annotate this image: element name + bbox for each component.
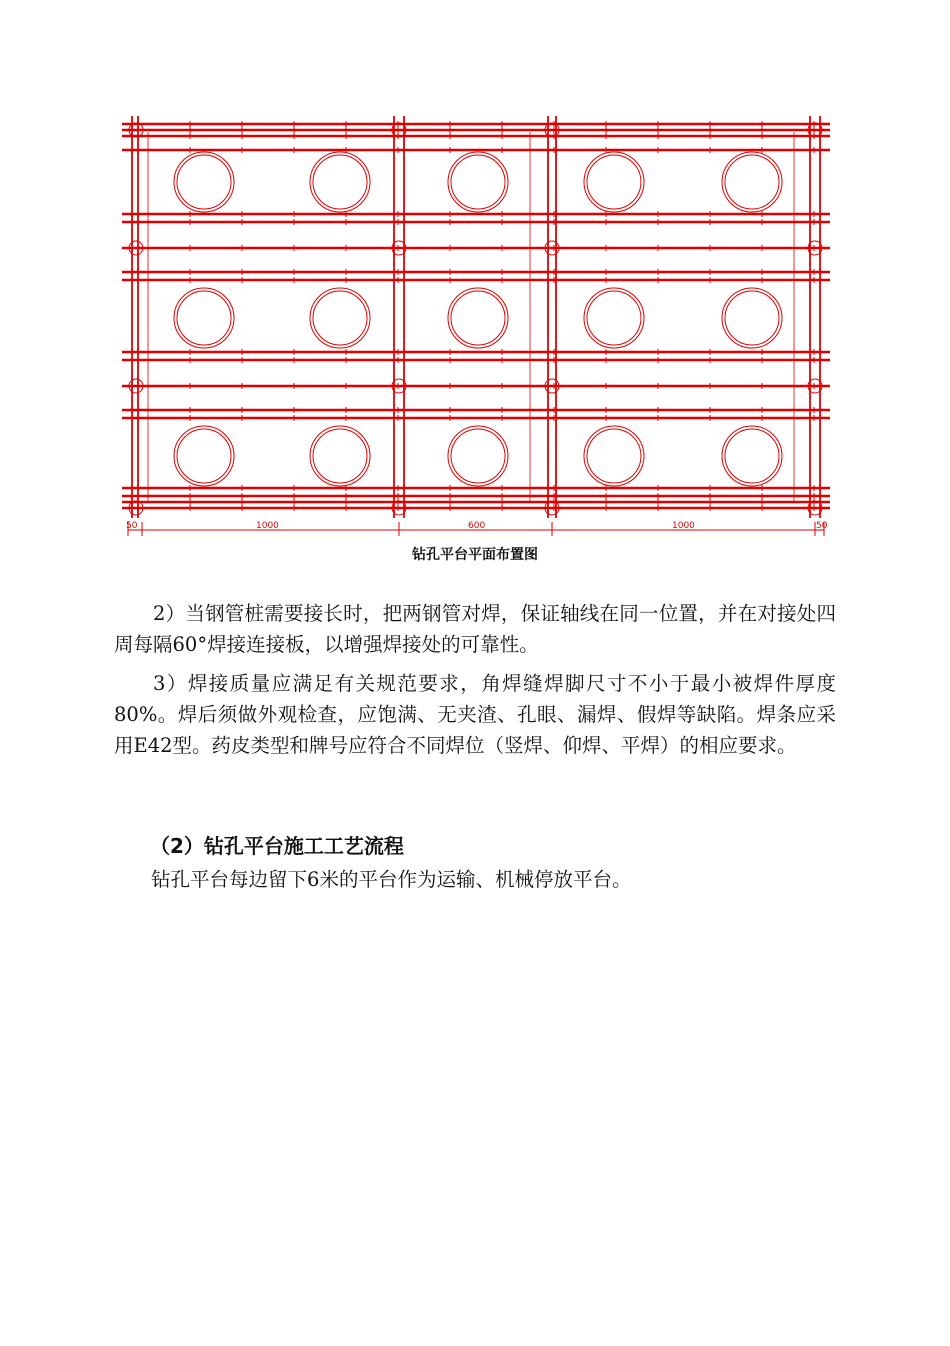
pile-circle-inner [451, 429, 505, 483]
pile-circle-inner [313, 291, 367, 345]
platform-layout-drawing [118, 110, 834, 538]
paragraph-weld-quality: 3）焊接质量应满足有关规范要求，角焊缝焊脚尺寸不小于最小被焊件厚度80%。焊后须做外观检查，应饱满、无夹渣、孔眼、漏焊、假焊等缺陷。焊条应采用E42型。药皮类型和牌号应符合不同焊位（竖焊、仰焊、平焊）的相应要求。 [114, 672, 836, 757]
vertical-beams [132, 116, 820, 518]
pile-circle-inner [313, 155, 367, 209]
paragraph-weld-extension: 2）当钢管桩需要接长时，把两钢管对焊，保证轴线在同一位置，并在对接处四周每隔60°焊接连接板，以增强焊接处的可靠性。 [114, 602, 836, 656]
pile-circles [174, 152, 782, 486]
dim-label-600: 600 [468, 521, 486, 531]
pile-circle-inner [313, 429, 367, 483]
pile-circle-inner [587, 429, 641, 483]
pile-circle [174, 152, 234, 212]
pile-circle [448, 288, 508, 348]
pile-circle-inner [177, 429, 231, 483]
dim-label-left-50: 50 [126, 521, 138, 531]
pile-circle [448, 426, 508, 486]
steel-beams [122, 121, 830, 511]
pile-circle-inner [725, 291, 779, 345]
pile-circle-inner [725, 429, 779, 483]
pile-circle [722, 426, 782, 486]
pile-circle-inner [177, 155, 231, 209]
dim-label-right-50: 50 [816, 521, 828, 531]
pile-circle [584, 288, 644, 348]
section-heading: （2）钻孔平台施工工艺流程 [150, 834, 404, 858]
pile-circle [174, 288, 234, 348]
figure-caption: 钻孔平台平面布置图 [412, 547, 538, 563]
pile-nodes [129, 123, 822, 515]
pile-circle [310, 426, 370, 486]
pile-circle [584, 152, 644, 212]
dimension-line [126, 521, 828, 536]
dim-label-1000-right: 1000 [672, 521, 695, 531]
section-text: 钻孔平台每边留下6米的平台作为运输、机械停放平台。 [151, 868, 632, 891]
pile-circle [448, 152, 508, 212]
pile-circle [310, 288, 370, 348]
pile-circle-inner [451, 291, 505, 345]
pile-circle [722, 152, 782, 212]
pile-circle-inner [587, 155, 641, 209]
pile-circle-inner [725, 155, 779, 209]
pile-circle-inner [451, 155, 505, 209]
pile-circle-inner [587, 291, 641, 345]
pile-circle-inner [177, 291, 231, 345]
pile-circle [722, 288, 782, 348]
pile-circle [310, 152, 370, 212]
pile-circle [174, 426, 234, 486]
dim-label-1000-left: 1000 [256, 521, 279, 531]
pile-circle [584, 426, 644, 486]
